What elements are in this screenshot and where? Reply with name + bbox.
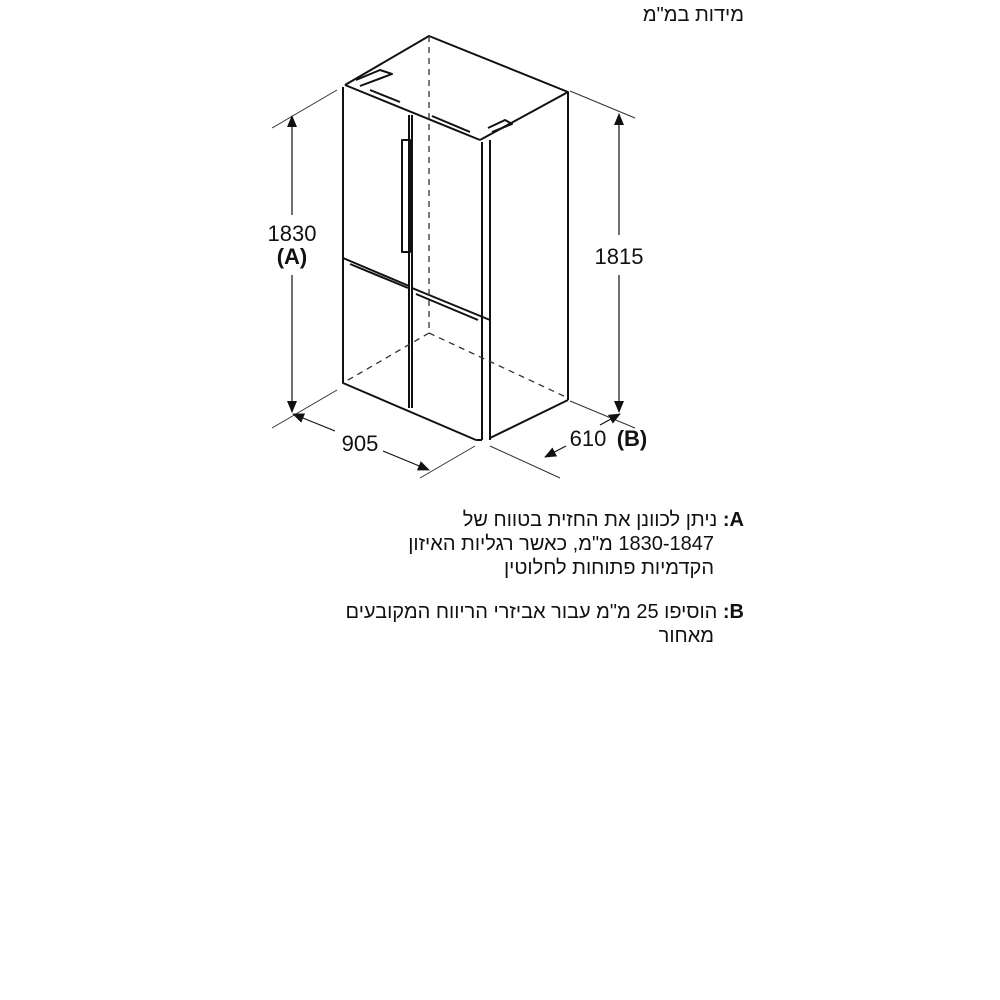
note-a-line-1: ניתן לכוונן את החזית בטווח של bbox=[462, 509, 718, 531]
note-b-line-1: הוסיפו 25 מ"מ עבור אביזרי הריווח המקובעים bbox=[345, 601, 718, 623]
height-total-ref: (A) bbox=[276, 244, 308, 269]
depth-label: 610 bbox=[569, 426, 607, 451]
height-total-label: 1830 bbox=[267, 221, 317, 246]
note-b-key: B: bbox=[722, 601, 744, 623]
note-a-line-2: 1830-1847 מ"מ, כאשר רגליות האיזון bbox=[408, 533, 714, 555]
page-title: מידות במ"מ bbox=[642, 4, 744, 26]
note-b-line-2: מאחור bbox=[658, 625, 714, 647]
note-a bbox=[408, 508, 744, 580]
note-a-line-3: הקדמיות פתוחות לחלוטין bbox=[503, 557, 714, 579]
height-body-label: 1815 bbox=[594, 244, 644, 269]
top-face bbox=[345, 36, 568, 140]
width-label: 905 bbox=[341, 431, 379, 456]
depth-ref: (B) bbox=[616, 426, 648, 451]
note-b bbox=[346, 600, 744, 648]
note-a-key: A: bbox=[722, 509, 744, 531]
